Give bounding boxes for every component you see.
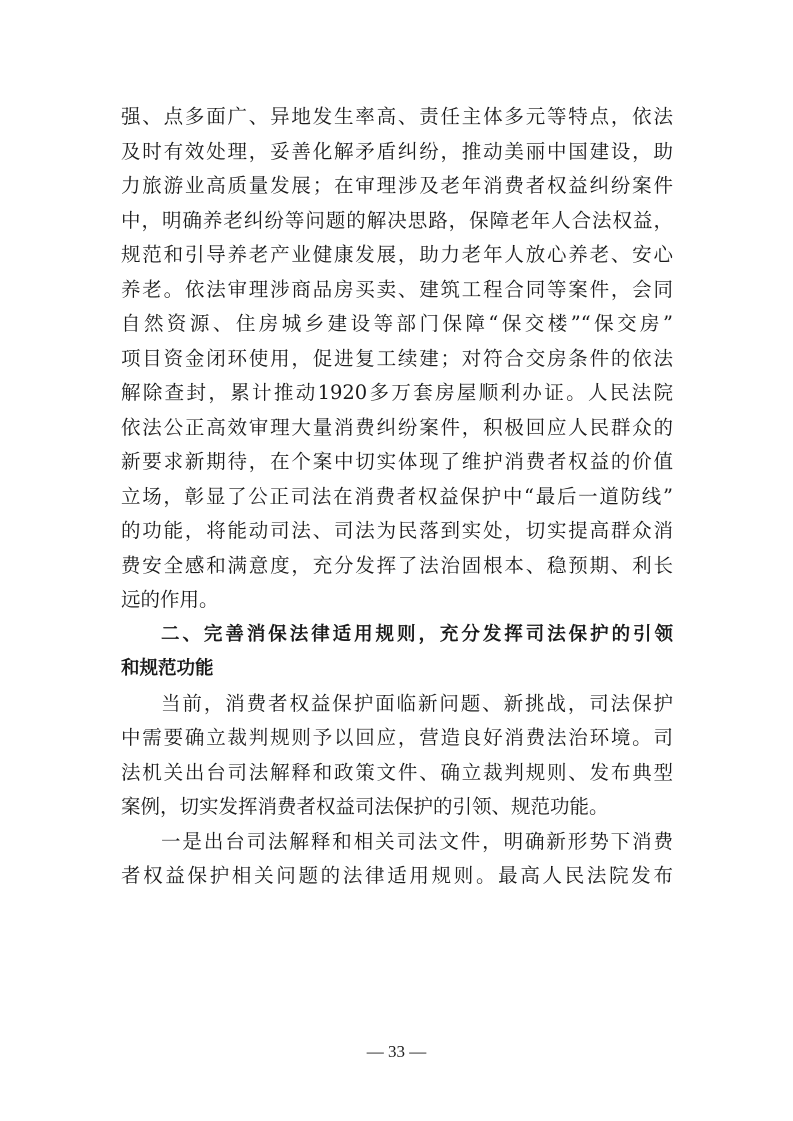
text-line: 远的作用。 — [121, 588, 219, 611]
body-text — [121, 100, 673, 894]
text-line: 强、点多面广、异地发生率高、责任主体多元等特点，依法 — [121, 105, 673, 128]
text-line: 中，明确养老纠纷等问题的解决思路，保障老年人合法权益， — [121, 208, 673, 232]
text-line: 费安全感和满意度，充分发挥了法治固根本、稳预期、利长 — [121, 553, 673, 577]
text-line: 解除查封，累计推动1920多万套房屋顺利办证。人民法院 — [121, 381, 673, 404]
text-line: 养老。依法审理涉商品房买卖、建筑工程合同等案件，会同 — [121, 277, 673, 301]
text-line: 者权益保护相关问题的法律适用规则。最高人民法院发布 — [121, 864, 673, 887]
text-line: 依法公正高效审理大量消费纠纷案件，积极回应人民群众的 — [121, 415, 673, 439]
section-heading — [121, 618, 673, 687]
text-line: 新要求新期待，在个案中切实体现了维护消费者权益的价值 — [121, 450, 673, 473]
text-line: 中需要确立裁判规则予以回应，营造良好消费法治环境。司 — [121, 726, 673, 749]
text-line: 案例，切实发挥消费者权益司法保护的引领、规范功能。 — [121, 795, 609, 818]
paragraph-1 — [121, 100, 673, 618]
text-line: 立场，彰显了公正司法在消费者权益保护中“最后一道防线” — [121, 484, 673, 508]
heading-line: 二、完善消保法律适用规则，充分发挥司法保护的引领 — [161, 623, 673, 645]
paragraph-2 — [121, 687, 673, 825]
text-line: 法机关出台司法解释和政策文件、确立裁判规则、发布典型 — [121, 760, 673, 784]
text-line: 及时有效处理，妥善化解矛盾纠纷，推动美丽中国建设，助 — [121, 139, 673, 163]
text-line: 自然资源、住房城乡建设等部门保障“保交楼”“保交房” — [121, 312, 673, 335]
page-number: — 33 — — [366, 1042, 427, 1061]
text-line: 力旅游业高质量发展；在审理涉及老年消费者权益纠纷案件 — [121, 174, 673, 197]
text-line: 项目资金闭环使用，促进复工续建；对符合交房条件的依法 — [121, 346, 673, 370]
text-line: 的功能，将能动司法、司法为民落到实处，切实提高群众消 — [121, 519, 673, 542]
paragraph-3 — [121, 825, 673, 894]
heading-line: 和规范功能 — [121, 658, 214, 679]
text-line: 当前，消费者权益保护面临新问题、新挑战，司法保护 — [161, 691, 673, 715]
text-line: 规范和引导养老产业健康发展，助力老年人放心养老、安心 — [121, 243, 673, 266]
text-line: 一是出台司法解释和相关司法文件，明确新形势下消费 — [161, 829, 673, 853]
